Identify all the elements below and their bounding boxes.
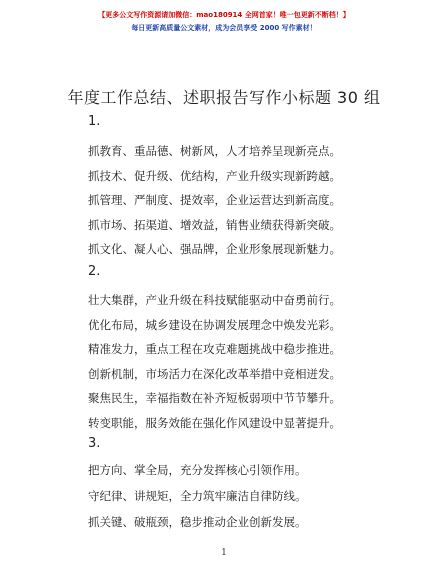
section-heading-2: 2. [88, 264, 101, 279]
list-item: 抓教育、重品德、树新风，人才培养呈现新亮点。 [88, 144, 341, 158]
list-item: 把方向、掌全局，充分发挥核心引领作用。 [88, 463, 307, 477]
section-heading-1: 1. [88, 114, 101, 129]
list-item: 抓市场、拓渠道、增效益，销售业绩获得新突破。 [88, 217, 341, 232]
list-item: 聚焦民生，幸福指数在补齐短板弱项中节节攀升。 [88, 391, 341, 405]
list-item: 抓管理、严制度、提效率，企业运营达到新高度。 [88, 193, 341, 207]
list-item: 抓关键、破瓶颈，稳步推动企业创新发展。 [88, 515, 307, 529]
document-title: 年度工作总结、述职报告写作小标题 30 组 [67, 88, 381, 107]
page-number: 1 [221, 548, 227, 558]
list-item: 抓文化、凝人心、强品牌，企业形象展现新魅力。 [88, 242, 341, 256]
list-item: 抓技术、促升级、优结构，产业升级实现新跨越。 [88, 168, 341, 183]
banner-line-2: 每日更新高质量公文素材，成为会员享受 2000 写作素材！ [131, 24, 317, 32]
list-item: 壮大集群，产业升级在科技赋能驱动中奋勇前行。 [88, 293, 341, 307]
section-heading-3: 3. [88, 436, 101, 451]
list-item: 创新机制，市场活力在深化改革举措中竞相迸发。 [88, 366, 341, 381]
list-item: 精准发力，重点工程在攻克难题挑战中稳步推进。 [88, 342, 341, 356]
list-item: 优化布局，城乡建设在协调发展理念中焕发光彩。 [88, 317, 341, 332]
list-item: 守纪律、讲规矩，全力筑牢廉洁自律防线。 [88, 489, 307, 503]
banner-line-1: 【更多公文写作资源请加微信：mao180914 全网首家！唯一包更新不断档！】 [98, 11, 350, 19]
list-item: 转变职能，服务效能在强化作风建设中显著提升。 [88, 415, 341, 430]
header-banner [0, 9, 448, 35]
